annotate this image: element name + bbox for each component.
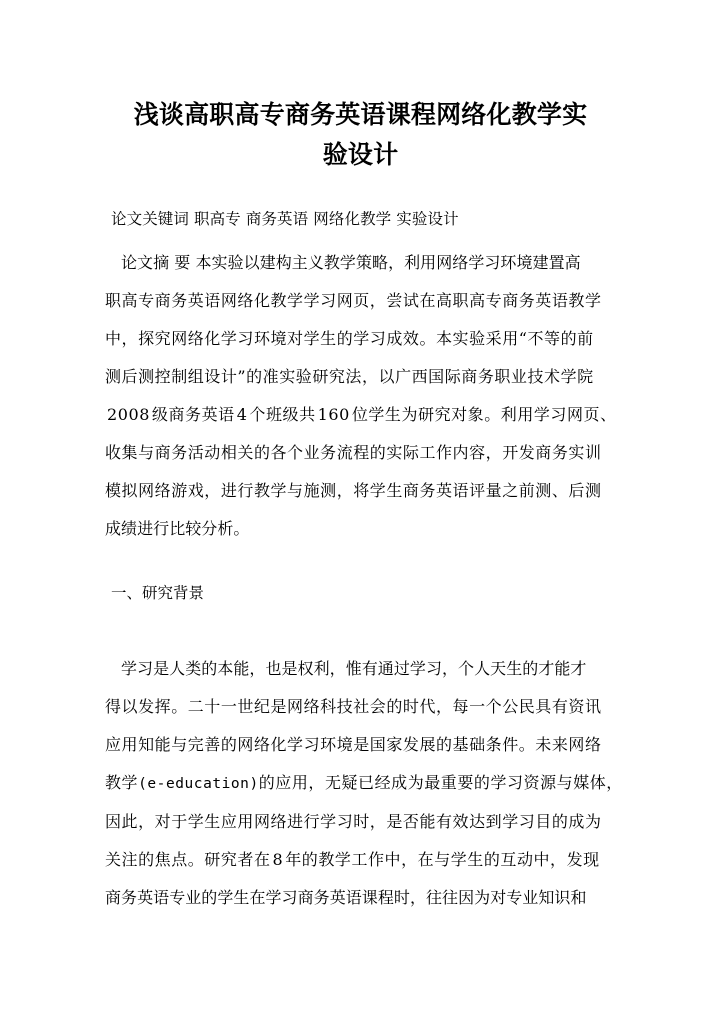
text-run: 职高专商务英语网络化教学学习网页，尝试在高职高专商务英语教学 xyxy=(105,291,602,310)
text-run: 的应用，无疑已经成为最重要的学习资源与媒体， xyxy=(258,773,623,792)
text-line xyxy=(105,726,617,764)
text-line xyxy=(105,764,623,803)
text-line xyxy=(105,434,617,472)
text-line xyxy=(105,472,617,510)
text-line xyxy=(105,510,617,548)
text-line xyxy=(105,396,617,434)
inline-number: 2008 xyxy=(107,405,150,424)
text-run: 学习是人类的本能，也是权利，惟有通过学习，个人天生的才能才 xyxy=(121,659,587,678)
abstract-paragraph xyxy=(105,244,617,548)
inline-number: 8 xyxy=(272,850,284,869)
page-title xyxy=(108,95,613,175)
page-title-line-2: 验设计 xyxy=(322,139,399,169)
text-run: 成绩进行比较分析。 xyxy=(105,519,250,538)
text-line xyxy=(105,650,617,688)
text-run: 收集与商务活动相关的各个业务流程的实际工作内容，开发商务实训 xyxy=(105,443,602,462)
text-line xyxy=(105,358,617,396)
text-run: 教学 xyxy=(105,773,139,792)
text-run: 位学生为研究对象。利用学习网页、 xyxy=(351,405,617,424)
inline-number: 4 xyxy=(236,405,248,424)
text-run: 关注的焦点。研究者在 xyxy=(105,850,271,869)
text-run: 年的教学工作中，在与学生的互动中，发现 xyxy=(285,850,600,869)
inline-number: 160 xyxy=(317,405,350,424)
text-run: 模拟网络游戏，进行教学与施测，将学生商务英语评量之前测、后测 xyxy=(105,481,602,500)
text-run: 测后测控制组设计”的准实验研究法，以广西国际商务职业技术学院 xyxy=(105,367,594,386)
keywords-line: 论文关键词 职高专 商务英语 网络化教学 实验设计 xyxy=(111,210,459,228)
text-line xyxy=(105,803,617,841)
text-line xyxy=(105,320,617,358)
text-line xyxy=(105,282,617,320)
text-run: 论文摘 要 本实验以建构主义教学策略，利用网络学习环境建置高 xyxy=(121,253,581,272)
text-run: 应用知能与完善的网络化学习环境是国家发展的基础条件。未来网络 xyxy=(105,735,602,754)
text-run: 个班级共 xyxy=(249,405,316,424)
text-line xyxy=(105,841,617,879)
text-run: 中，探究网络化学习环境对学生的学习成效。本实验采用“不等的前 xyxy=(105,329,594,348)
text-run: 得以发挥。二十一世纪是网络科技社会的时代，每一个公民具有资讯 xyxy=(105,697,602,716)
text-line xyxy=(105,244,617,282)
page-title-line-1: 浅谈高职高专商务英语课程网络化教学实 xyxy=(133,99,588,129)
text-run: 商务英语专业的学生在学习商务英语课程时，往往因为对专业知识和 xyxy=(105,888,587,907)
text-run: 因此，对于学生应用网络进行学习时，是否能有效达到学习目的成为 xyxy=(105,812,602,831)
text-line xyxy=(105,879,617,917)
body-paragraph-research-background xyxy=(105,650,623,917)
text-run: 级商务英语 xyxy=(151,405,235,424)
inline-latin-term: (e-education) xyxy=(138,776,259,792)
text-line xyxy=(105,688,617,726)
section-heading-research-background: 一、研究背景 xyxy=(111,584,205,602)
